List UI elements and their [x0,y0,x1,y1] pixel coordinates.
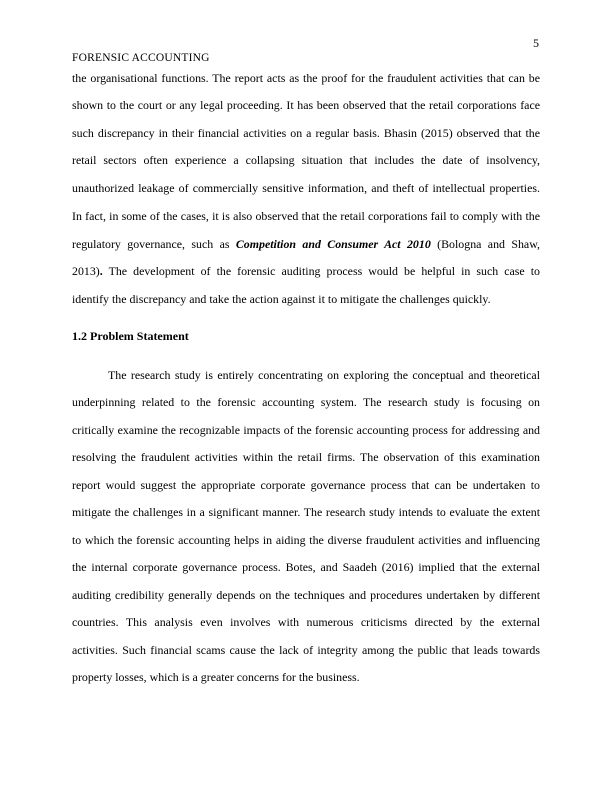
line-text: The development of the forensic auditing process would be helpful in such case to [102,264,540,278]
paragraph-line: the organisational functions. The report acts as the proof for the fraudulent activities that can be [72,71,540,85]
paragraph-line: to which the forensic accounting helps in aiding the diverse fraudulent activities and influencing [72,533,540,547]
paragraph-line: identify the discrepancy and take the action against it to mitigate the challenges quickly. [72,292,491,306]
paragraph-line [72,236,540,252]
paragraph-line: such discrepancy in their financial activities on a regular basis. Bhasin (2015) observed that the [72,126,540,140]
paragraph-line: retail sectors often experience a collapsing situation that includes the date of insolvency, [72,153,540,167]
paragraph-line: The research study is entirely concentrating on exploring the conceptual and theoretical [108,368,540,382]
line-text: regulatory governance, such as [72,237,236,251]
paragraph-line: In fact, in some of the cases, it is also observed that the retail corporations fail to comply with the [72,209,540,223]
paragraph-line [72,263,540,279]
paragraph-line: property losses, which is a greater concerns for the business. [72,670,360,684]
page-number: 5 [533,36,539,50]
line-text: 2013) [72,264,100,278]
act-citation: Competition and Consumer Act 2010 [235,237,431,251]
paragraph-line: countries. This analysis even involves with numerous criticisms directed by the external [72,615,540,629]
paragraph-line: resolving the fraudulent activities within the retail firms. The observation of this examination [72,450,540,464]
paragraph-line: unauthorized leakage of commercially sensitive information, and theft of intellectual properties. [72,181,540,195]
bold-period: . [99,264,103,278]
paragraph-line: report would suggest the appropriate corporate governance process that can be undertaken to [72,478,540,492]
line-text: (Bologna and Shaw, [430,237,540,251]
section-heading: 1.2 Problem Statement [72,329,189,343]
paragraph-line: the internal corporate governance process. Botes, and Saadeh (2016) implied that the external [72,560,540,574]
paragraph-line: activities. Such financial scams cause the lack of integrity among the public that leads towards [72,643,540,657]
paragraph-line: mitigate the challenges in a significant manner. The research study intends to evaluate the extent [72,505,540,519]
paragraph-line: auditing credibility generally depends on the techniques and procedures undertaken by different [72,588,540,602]
paragraph-line: shown to the court or any legal proceeding. It has been observed that the retail corporations face [72,98,540,112]
paragraph-line: underpinning related to the forensic accounting system. The research study is focusing on [72,395,540,409]
running-head: FORENSIC ACCOUNTING [72,52,210,64]
paragraph-line: critically examine the recognizable impacts of the forensic accounting process for addressing and [72,423,540,437]
